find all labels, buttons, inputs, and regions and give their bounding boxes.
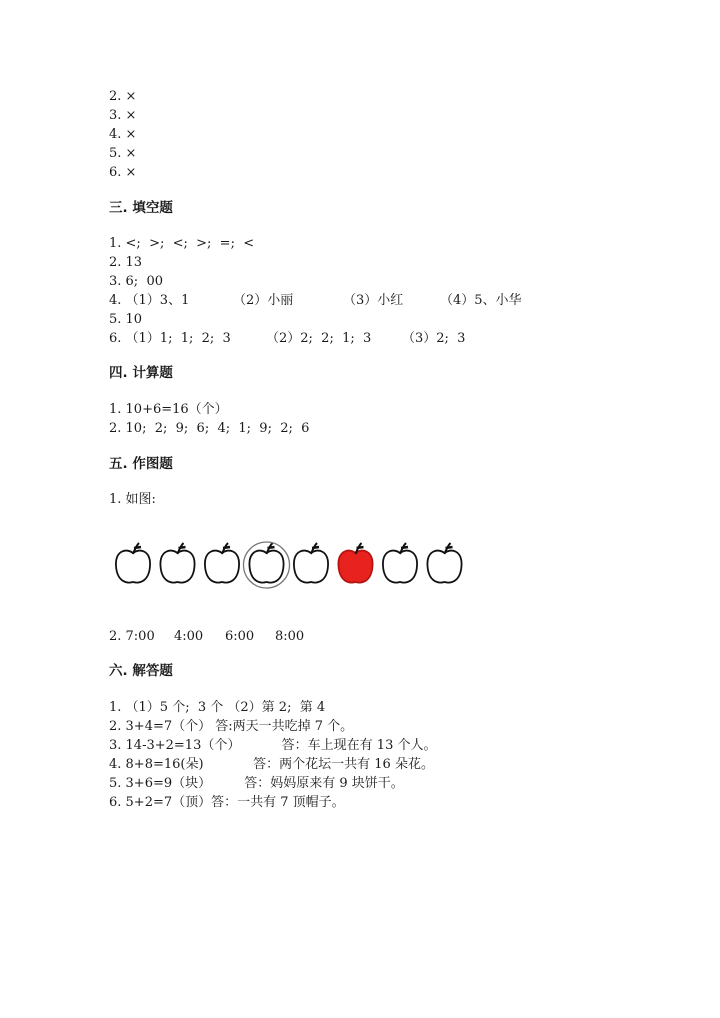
apple-icon: [383, 543, 417, 583]
answer-cell: （2）2; 2; 1; 3: [266, 331, 372, 346]
time-cell: 8:00: [275, 629, 305, 644]
time-cell: 6:00: [225, 629, 255, 644]
answer-line: 5. ×: [109, 146, 137, 161]
answer-line: 2. 3+4=7（个） 答:两天一共吃掉 7 个。: [109, 719, 354, 734]
answer-cell: （2）小丽: [233, 293, 294, 308]
apple-icon: [116, 543, 150, 583]
time-cell: 2. 7:00: [109, 629, 155, 644]
apple-icon: [249, 543, 283, 583]
answer-line: 2. 13: [109, 255, 143, 270]
apple-icon: [427, 543, 461, 583]
answer-line: 3. ×: [109, 108, 137, 123]
apple-icon: [294, 543, 328, 583]
answer-line: 2. ×: [109, 89, 137, 104]
answer-line: 2. 10; 2; 9; 6; 4; 1; 9; 2; 6: [109, 421, 310, 436]
answer-line: 4. ×: [109, 127, 137, 142]
section-four-title: 四. 计算题: [109, 365, 173, 381]
answer-line: 1. （1）5 个; 3 个 （2）第 2; 第 4: [109, 700, 326, 715]
apple-row-figure: [108, 534, 468, 594]
answer-cell: 4. （1）3、1: [109, 293, 190, 308]
answer-line: 4. 8+8=16(朵) 答：两个花坛一共有 16 朵花。: [109, 757, 434, 772]
answer-line: 1. 如图:: [109, 492, 156, 507]
section-six-title: 六. 解答题: [109, 663, 173, 679]
answer-line: 1. 10+6=16（个）: [109, 402, 228, 417]
answer-line: 3. 14-3+2=13（个） 答：车上现在有 13 个人。: [109, 738, 437, 753]
section-five-title: 五. 作图题: [109, 456, 173, 472]
apple-icon: [205, 543, 239, 583]
answer-cell: 6. （1）1; 1; 2; 3: [109, 331, 231, 346]
time-cell: 4:00: [174, 629, 204, 644]
red-apple-icon: [338, 543, 372, 583]
answer-line: 3. 6; 00: [109, 274, 163, 289]
answer-line: 6. ×: [109, 165, 137, 180]
apple-icon: [160, 543, 194, 583]
section-three-title: 三. 填空题: [109, 200, 173, 216]
answer-cell: （4）5、小华: [440, 293, 522, 308]
answer-line: 6. 5+2=7（顶）答：一共有 7 顶帽子。: [109, 795, 345, 810]
answer-line: 5. 3+6=9（块） 答：妈妈原来有 9 块饼干。: [109, 776, 404, 791]
answer-cell: （3）2; 3: [402, 331, 466, 346]
answer-cell: （3）小红: [343, 293, 404, 308]
answer-line: 5. 10: [109, 312, 143, 327]
answer-line: 1. <; >; <; >; =; <: [109, 236, 255, 251]
